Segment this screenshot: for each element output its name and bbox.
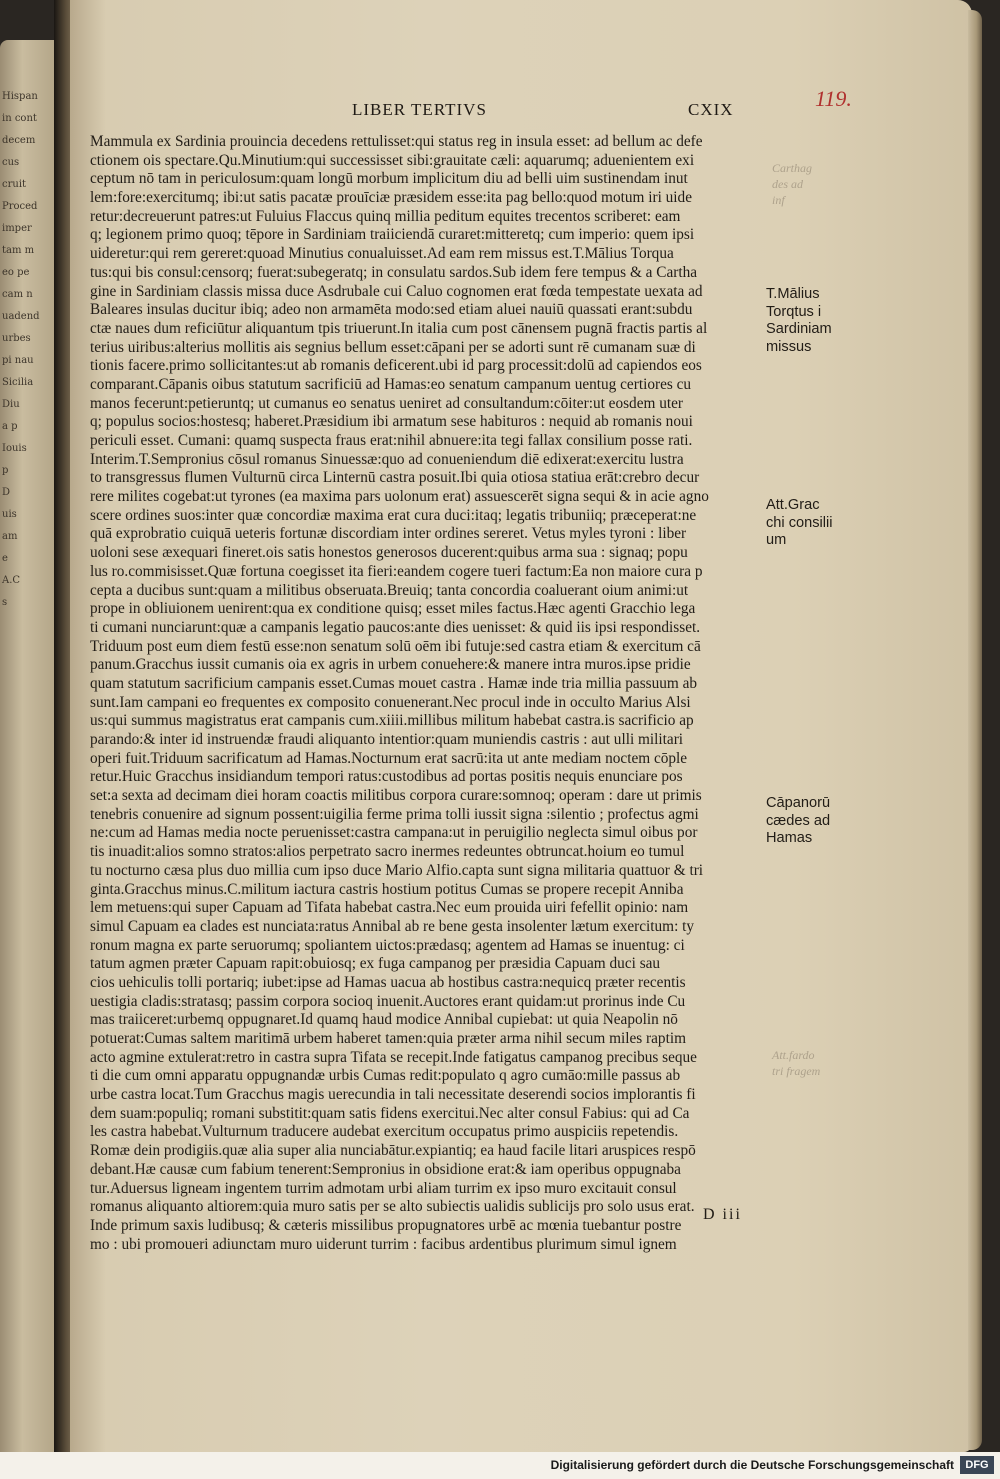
page-fore-edge	[968, 10, 982, 1450]
left-page-fragment: Diu	[2, 399, 20, 410]
left-page-fragment: cam n	[2, 289, 33, 300]
left-page-fragment: Sicilia	[2, 377, 34, 388]
text-line: tionis facere.primo sollicitantes:ut ab romanis deficerent.ubi id parg processit:dolū ad capiendos eos	[90, 357, 702, 375]
marginal-note-line: um	[766, 532, 787, 548]
text-line: ti cumani nunciarunt:quæ a campanis legatio paucos:ante dies uenisset: & quid iis ipsi respondisset.	[90, 618, 701, 636]
text-line: periculi esset. Cumani: quamq suspecta fraus erat:nihil abnuere:ita tegi fallax consilium posse rati.	[90, 432, 693, 449]
text-line: cepta a ducibus sunt:quam a militibus obseruata.Breuiq; tanta concordia coaluerant oium animi:ut	[90, 581, 689, 599]
left-page-fragment: tam m	[2, 245, 35, 256]
text-line: Baleares insulas ducitur ibiq; adeo non armamēta modo:sed etiam aluei nauiū quassati erant:subdu	[90, 301, 693, 319]
marginal-note-line: T.Mālius	[766, 286, 820, 302]
left-page-fragment: eo pe	[2, 267, 30, 278]
text-line: retur:decreuerunt patres:ut Fuluius Flaccus quinq millia peditum equites trecentos scriberet: eam	[90, 207, 681, 225]
text-line: prope in obliuionem uenirent:qua ex conditione quisq; esset miles factus.Hæc agenti Gracchio lega	[90, 600, 696, 618]
text-line: Romæ dein prodigiis.quæ alia super alia nunciabātur.expiantiq; ea haud facile litari aruspices respō	[90, 1142, 696, 1160]
left-page-fragment: Proced	[2, 201, 38, 212]
text-line: Interim.T.Sempronius cōsul romanus Sinuessæ:quo ad conueniendum diē edixerat:exercitu lustra	[90, 450, 684, 468]
text-line: cios uehiculis tolli portariq; iubet:ipse ad Hamas uacua ab hostibus castra:nequicq præter recentis	[90, 973, 686, 991]
text-line: comparant.Cāpanis oibus statutum sacrificiū ad Hamas:eo senatum campanum uentug certiores cu	[90, 375, 692, 393]
left-page-fragment: Hispan	[2, 91, 38, 102]
marginal-note-line: Cāpanorū	[766, 795, 831, 811]
dfg-logo: DFG	[960, 1456, 994, 1474]
text-line: tis inuadit:alios somno stratos:alios perpetrato sacro inermes redeuntes obtruncat.hoium eo tumul	[90, 843, 685, 861]
text-line: lem metuens:qui super Capuam ad Tifata habebat castra.Nec eum prouida uiri fefellit opinio: nam	[90, 899, 689, 917]
marginal-note-line: chi consilii	[766, 514, 833, 531]
offset-marginal-note	[772, 160, 812, 208]
text-line: tus:qui bis consul:censorq; fuerat:subegeratq; in consulatu sardos.Sub idem fere tempus & a Cartha	[90, 263, 698, 281]
left-page-fragment: uis	[2, 509, 17, 520]
text-line: tu nocturno cæsa plus duo millia cum ipso duce Mario Alfio.capta sunt signa militaria quattuor & tri	[90, 861, 704, 879]
left-page-fragment: a p	[2, 421, 18, 432]
text-line: potuerat:Cumas saltem maritimā urbem haberet tamen:quia præter arma nihil secum miles raptim	[90, 1030, 686, 1047]
left-page-fragment: A.C	[2, 575, 21, 586]
left-page-fragment: cruit	[2, 179, 27, 190]
footer-bar	[0, 1452, 1000, 1479]
marginal-note-line: missus	[766, 338, 812, 355]
left-page-fragment: in cont	[2, 113, 37, 124]
text-line: scere ordines suos:inter quæ concordiæ maxima erat cura duci:itaq; legatis tribuniiq; præceperat:ne	[90, 506, 697, 524]
text-line: dem suam:populiq; romani substitit:quam satis fidens exercitui.Nec alter consul Fabius: qui ad Ca	[90, 1104, 690, 1122]
text-line: terius uiribus:alterius mollitis ais segnius bellum esset:cāpani per se adorti sunt rē cumanam suæ di	[90, 338, 696, 356]
text-line: quam statutum sacrificium campanis esset.Cumas mouet castra . Hamæ inde tria millia passuum ab	[90, 674, 698, 692]
text-line: ceptum nō tam in periculosum:quam longū morbum implicitum diu ad belli uim sustinendam inut	[90, 170, 688, 188]
text-line: to transgressus flumen Vulturnū circa Linternū castra posuit.Ibi quia otiosa statiua erāt:crebro decur	[90, 469, 700, 487]
left-page-fragment: decem	[2, 135, 36, 146]
text-line: ctionem ois spectare.Qu.Minutium:qui successisset sibi:grauitate cæli: aquarumq; aduenientem exi	[90, 151, 695, 169]
left-page-fragment: e	[2, 553, 8, 564]
left-page-fragment: am	[2, 531, 18, 542]
text-line: parando:& inter id instruendæ fraudi aliquanto intentior:quam muniendis castris : aut ulli militari	[90, 731, 684, 748]
text-line: simul Capuam ea clades est nunciata:ratus Annibal ab re bene gesta insolenter lætum exercitum: ty	[90, 917, 695, 935]
handwritten-folio-number: 119.	[815, 86, 852, 111]
text-line: lem:fore:exercitumq; ibi:ut satis pacatæ prouīciæ præsidem esse:ita pag bello:quod motum iri uide	[90, 189, 692, 207]
text-line: operi fuit.Triduum sacrificatum ad Hamas.Nocturnum erat sacrū:ita ut ante mediam noctem cōple	[90, 749, 688, 767]
text-line: debant.Hæ causæ cum fabium tenerent:Sempronius in obsidione erat:& iam operibus oppugnaba	[90, 1160, 681, 1178]
text-line: ne:cum ad Hamas media nocte peruenisset:castra campana:ut in peruigilio neglecta simul oibus por	[90, 824, 698, 842]
main-text-block	[90, 133, 760, 1254]
offset-marginal-note	[772, 1047, 820, 1079]
text-line: rere milites cogebat:ut tyrones (ea maxima pars uolonum erat) assuescerēt signa sequi & in acie agno	[90, 488, 709, 506]
marginal-note-campani	[766, 795, 830, 848]
text-line: romanus aliquanto altiorem:quia muro satis per se alto subiectis ualidis sublicijs pro solo usus erat.	[90, 1198, 695, 1216]
marginal-note-line: Hamas	[766, 830, 813, 846]
text-line: Inde primum saxis ludibusq; & cæteris missilibus propugnatores urbē ac mœnia tuebantur postre	[90, 1216, 682, 1234]
text-line: set:a sexta ad decimam diei horam coactis militibus corpora curare:somnoq; operam : dare ut primis	[90, 787, 702, 805]
offset-note-line: tri fragem	[772, 1064, 821, 1078]
left-page-fragment: p	[2, 465, 9, 476]
text-line: us:qui summus magistratus erat campanis cum.xiiii.millibus militum habebat castra.is sacrificio ap	[90, 712, 694, 730]
folio-number: CXIX	[688, 100, 734, 119]
text-line: ctæ naues dum reficiūtur aliquantum tpis triuerunt.In italia cum post cānensem pugnā fractis partis al	[90, 319, 708, 337]
text-line: tur.Aduersus ligneam ingentem turrim admotam urbi aliam turrim ex ipso muro excitauit consul	[90, 1179, 677, 1197]
offset-note-line: des ad	[772, 177, 803, 191]
text-line: Triduum post eum diem festū esse:non senatum solū oēm ibi futuje:sed castra etiam & exercitum cā	[90, 637, 701, 655]
left-page-fragment: cus	[2, 157, 20, 168]
left-page-fragment: imper	[2, 223, 32, 234]
signature-mark: D iii	[703, 1206, 742, 1223]
text-line: les castra habebat.Vulturnum traducere audebat exercitum occupatus primo auspiciis repetendis.	[90, 1123, 679, 1141]
left-page-fragment: urbes	[2, 333, 31, 344]
marginal-note-line: Att.Grac	[766, 497, 820, 513]
text-line: ginta.Gracchus minus.C.militum iactura castris hostium potitus Cumas se propere recepit Anniba	[90, 880, 684, 898]
text-line: retur.Huic Gracchus insidiandum tempori ratus:custodibus ad portas positis nequis enunciare pos	[90, 768, 683, 786]
marginal-note-torquatus	[766, 286, 832, 356]
left-page-fragment: uadend	[2, 311, 40, 322]
text-line: mas traiiceret:urbemq oppugnaret.Id quamq haud modice Annibal cupiebat: ut quia Neapolin nō	[90, 1011, 678, 1029]
text-line: uestigia cladis:stratasq; passim corpora socioq inuenit.Auctores erant quidam:ut prorinus inde Cu	[90, 992, 686, 1010]
marginal-note-line: Torqtus i	[766, 303, 822, 320]
text-line: uoloni sese æxequari fineret.ois satis honestos generosos ducerent:quibus arma sua : signaq; popu	[90, 544, 688, 562]
offset-note-line: inf	[772, 193, 785, 207]
running-head: LIBER TERTIVS	[352, 100, 487, 119]
text-line: manos fecerunt:petieruntq; ut cumanus eo senatus ueniret ad consultandum:cōiter:ut eosdem uter	[90, 394, 684, 412]
text-line: gine in Sardiniam classis missa duce Asdrubale cui Caluo cognomen erat fœda tempestate uexata ad	[90, 282, 703, 300]
text-line: mo : ubi promoueri adiunctam muro uiderunt turrim : facibus ardentibus plurimum simul ignem	[90, 1235, 677, 1253]
left-page-fragment: Iouis	[2, 443, 27, 454]
text-line: quā exprobratio cuiquā ueteris fortunæ discordiam inter ordines sereret. Vetus myles tyroni : liber	[90, 525, 687, 543]
text-line: q; populus socios:hostesq; haberet.Præsidium ibi armatum sese habituros : nequid ab romanis noui	[90, 413, 693, 431]
left-page-fragment: D	[2, 487, 11, 498]
marginal-note-gracchus	[766, 497, 833, 550]
text-line: tatum agmen præter Capuam rapit:obuiosq; ex fuga campanog per præsidia Capuam duci sau	[90, 955, 661, 973]
left-page-edge	[0, 40, 56, 1460]
text-line: sunt.Iam campani eo frequentes ex composito conuenerant.Nec procul inde in occulto Marius Alsi	[90, 693, 691, 711]
text-line: acto agmine extulerat:retro in castra supra Tifata se recepit.Inde fatigatus campanog precibus seque	[90, 1048, 697, 1066]
funding-credit: Digitalisierung gefördert durch die Deutsche Forschungsgemeinschaft	[550, 1458, 954, 1472]
marginal-note-line: cædes ad	[766, 812, 831, 829]
text-line: Mammula ex Sardinia prouincia decedens rettulisset:qui status reg in insula esset: ad bellum ac defe	[90, 133, 703, 150]
offset-note-line: Carthag	[772, 161, 813, 175]
text-line: panum.Gracchus iussit cumanis oia ex agris in urbem conuehere:& manere intra muros.ipse pridie	[90, 656, 691, 674]
left-page-fragment: s	[2, 597, 8, 608]
marginal-note-line: Sardiniam	[766, 321, 832, 337]
text-line: ronum magna ex parte seruorumq; spoliantem uictos:prædasq; agentem ad Hamas se inuentug: ci	[90, 936, 685, 954]
offset-note-line: Att.fardo	[772, 1048, 815, 1062]
text-line: lus ro.commisisset.Quæ fortuna coegisset ita fieri:eandem cogere tueri factum:Ea non maiore cura p	[90, 562, 703, 580]
text-line: tenebris conuenire ad signum possent:uigilia ferme prima tolli iussit signa :silentio ; profectus agmi	[90, 805, 699, 823]
text-line: uideretur:qui rem gereret:quoad Minutius conualuisset.Ad eam rem missus est.T.Mālius Torqua	[90, 245, 674, 263]
text-line: q; legionem primo quoq; tēpore in Sardiniam traiiciendā curaret:mitteretq; cum imperio: quem ipsi	[90, 226, 695, 244]
left-page-fragment: pi nau	[2, 355, 34, 366]
text-line: ti die cum omni apparatu oppugnandæ urbis Cumas redit:populato q agro cumāo:mille passus ab	[90, 1067, 681, 1085]
text-line: urbe castra locat.Tum Gracchus magis uerecundia in tali necessitate deserendi socios implorantis fi	[90, 1086, 696, 1104]
